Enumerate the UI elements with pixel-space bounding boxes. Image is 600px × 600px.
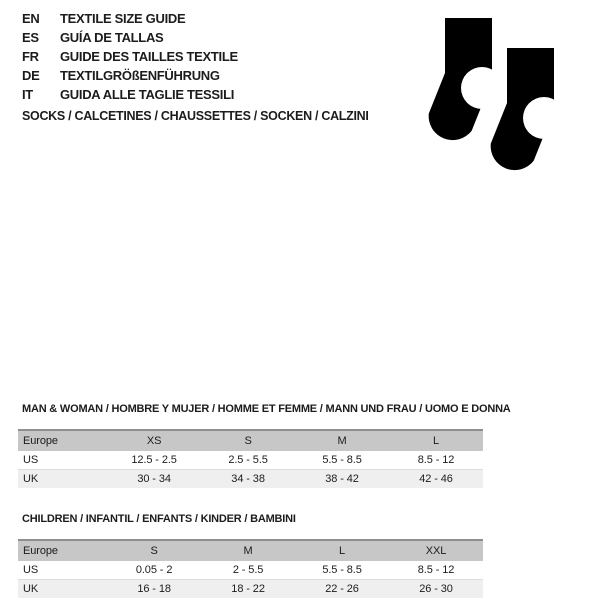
language-row-it xyxy=(22,85,238,104)
size-value: 18 - 22 xyxy=(231,583,265,595)
language-code: ES xyxy=(22,30,39,45)
language-label: TEXTILGRÖßENFÜHRUNG xyxy=(60,68,220,83)
row-label: US xyxy=(23,454,39,466)
language-label: TEXTILE SIZE GUIDE xyxy=(60,11,186,26)
table-row-uk xyxy=(18,470,483,488)
man-woman-section xyxy=(18,403,511,488)
children-section xyxy=(18,513,483,598)
size-value: 34 - 38 xyxy=(231,473,265,485)
size-value: 2.5 - 5.5 xyxy=(228,454,268,466)
size-table-children xyxy=(18,539,483,598)
size-value: 38 - 42 xyxy=(325,473,359,485)
language-row-es xyxy=(22,28,238,47)
language-code: DE xyxy=(22,68,40,83)
col-header-m: M xyxy=(337,435,347,447)
size-value: 42 - 46 xyxy=(419,473,453,485)
size-value: 26 - 30 xyxy=(419,583,453,595)
row-label: UK xyxy=(23,583,39,595)
language-label: GUIDA ALLE TAGLIE TESSILI xyxy=(60,87,235,102)
size-value: 12.5 - 2.5 xyxy=(131,454,177,466)
table-title: CHILDREN / INFANTIL / ENFANTS / KINDER / BAMBINI xyxy=(22,513,296,525)
socks-icon xyxy=(410,0,600,190)
size-value: 2 - 5.5 xyxy=(232,564,264,576)
col-header-s: S xyxy=(244,435,252,447)
size-value: 30 - 34 xyxy=(137,473,171,485)
table-header-row xyxy=(18,541,483,561)
size-value: 5.5 - 8.5 xyxy=(322,564,362,576)
language-code: FR xyxy=(22,49,39,64)
row-label: US xyxy=(23,564,39,576)
size-value: 0.05 - 2 xyxy=(135,564,173,576)
col-header-s: S xyxy=(150,545,158,557)
table-title: MAN & WOMAN / HOMBRE Y MUJER / HOMME ET FEMME / MANN UND FRAU / UOMO E DONNA xyxy=(22,403,511,415)
col-header-europe: Europe xyxy=(23,435,58,447)
size-value: 8.5 - 12 xyxy=(417,454,455,466)
col-header-m: M xyxy=(243,545,253,557)
language-row-de xyxy=(22,66,238,85)
table-header-row xyxy=(18,431,483,451)
size-value: 16 - 18 xyxy=(137,583,171,595)
col-header-l: L xyxy=(339,545,346,557)
col-header-europe: Europe xyxy=(23,545,58,557)
size-value: 22 - 26 xyxy=(325,583,359,595)
col-header-l: L xyxy=(433,435,440,447)
language-label: GUIDE DES TAILLES TEXTILE xyxy=(60,49,238,64)
col-header-xxl: XXL xyxy=(425,545,447,557)
table-row-us xyxy=(18,561,483,580)
table-row-uk xyxy=(18,580,483,598)
category-title: SOCKS / CALCETINES / CHAUSSETTES / SOCKEN / CALZINI xyxy=(22,109,369,123)
language-row-en xyxy=(22,9,238,28)
size-value: 5.5 - 8.5 xyxy=(322,454,362,466)
size-value: 8.5 - 12 xyxy=(417,564,455,576)
size-table-man-woman xyxy=(18,429,483,488)
language-label: GUÍA DE TALLAS xyxy=(60,30,164,45)
language-list xyxy=(22,9,238,104)
table-row-us xyxy=(18,451,483,470)
row-label: UK xyxy=(23,473,39,485)
language-code: IT xyxy=(22,87,33,102)
language-row-fr xyxy=(22,47,238,66)
language-code: EN xyxy=(22,11,40,26)
col-header-xs: XS xyxy=(146,435,162,447)
